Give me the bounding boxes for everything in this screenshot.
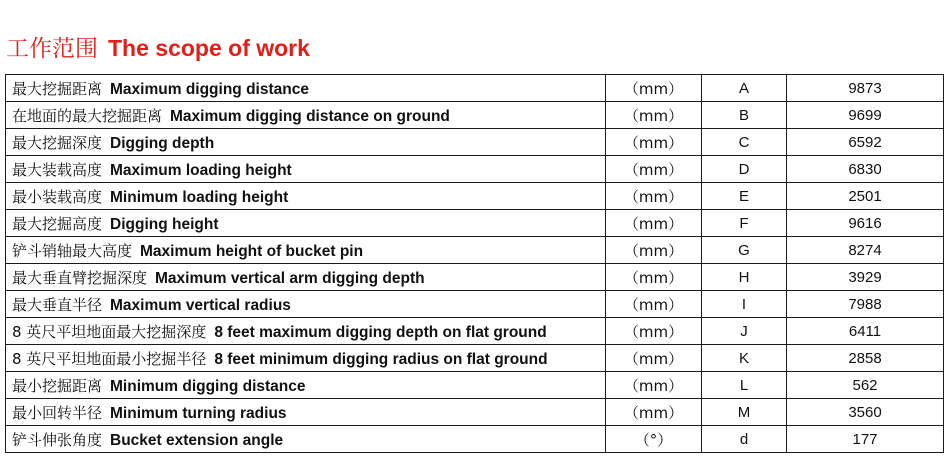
value-cell: 2858 — [787, 345, 944, 372]
parameter-name-cell — [6, 399, 606, 426]
parameter-name-cell — [6, 183, 606, 210]
parameter-name-chinese: 最大挖掘深度 — [12, 133, 103, 152]
page-title — [6, 30, 310, 64]
code-cell: H — [702, 264, 787, 291]
title-chinese: 工作范围 — [6, 36, 98, 62]
code-cell: M — [702, 399, 787, 426]
code-cell: L — [702, 372, 787, 399]
parameter-name-chinese: 最大垂直半径 — [12, 295, 103, 314]
parameter-name-english: Maximum vertical radius — [110, 296, 291, 314]
unit-cell: （mm） — [606, 399, 702, 426]
value-cell: 3929 — [787, 264, 944, 291]
parameter-name-cell — [6, 210, 606, 237]
unit-cell: （°） — [606, 426, 702, 453]
scope-of-work-table — [5, 74, 944, 453]
code-cell: E — [702, 183, 787, 210]
title-english: The scope of work — [108, 35, 310, 61]
value-cell: 3560 — [787, 399, 944, 426]
parameter-name-chinese: 铲斗销轴最大高度 — [12, 241, 133, 260]
value-cell: 9873 — [787, 75, 944, 102]
parameter-name-chinese: 最小装载高度 — [12, 187, 103, 206]
parameter-name-chinese: 最大垂直臂挖掘深度 — [12, 268, 148, 287]
unit-cell: （mm） — [606, 102, 702, 129]
table-row — [6, 264, 944, 291]
parameter-name-cell — [6, 156, 606, 183]
table-row — [6, 129, 944, 156]
table-row — [6, 345, 944, 372]
table-row — [6, 318, 944, 345]
code-cell: F — [702, 210, 787, 237]
code-cell: G — [702, 237, 787, 264]
table-row — [6, 291, 944, 318]
parameter-name-chinese: 最小回转半径 — [12, 403, 103, 422]
code-cell: K — [702, 345, 787, 372]
parameter-name-cell — [6, 102, 606, 129]
parameter-name-english: Digging depth — [110, 134, 215, 152]
parameter-name-chinese: 在地面的最大挖掘距离 — [12, 106, 163, 125]
value-cell: 9616 — [787, 210, 944, 237]
unit-cell: （mm） — [606, 129, 702, 156]
table-body — [6, 75, 944, 453]
code-cell: C — [702, 129, 787, 156]
table-row — [6, 102, 944, 129]
code-cell: d — [702, 426, 787, 453]
table-row — [6, 399, 944, 426]
parameter-name-english: Maximum digging distance — [110, 80, 309, 98]
parameter-name-cell — [6, 291, 606, 318]
unit-cell: （mm） — [606, 318, 702, 345]
unit-cell: （mm） — [606, 345, 702, 372]
parameter-name-english: Bucket extension angle — [110, 431, 284, 449]
parameter-name-chinese: 最大挖掘距离 — [12, 79, 103, 98]
value-cell: 2501 — [787, 183, 944, 210]
parameter-name-english: Maximum height of bucket pin — [140, 242, 364, 260]
code-cell: B — [702, 102, 787, 129]
parameter-name-cell — [6, 318, 606, 345]
value-cell: 562 — [787, 372, 944, 399]
unit-cell: （mm） — [606, 75, 702, 102]
table-row — [6, 426, 944, 453]
unit-cell: （mm） — [606, 210, 702, 237]
value-cell: 6592 — [787, 129, 944, 156]
value-cell: 9699 — [787, 102, 944, 129]
table-row — [6, 237, 944, 264]
parameter-name-english: Digging height — [110, 215, 219, 233]
parameter-name-chinese: 8 英尺平坦地面最大挖掘深度 — [12, 322, 207, 341]
parameter-name-english: Minimum turning radius — [110, 404, 287, 422]
parameter-name-cell — [6, 237, 606, 264]
value-cell: 6830 — [787, 156, 944, 183]
value-cell: 6411 — [787, 318, 944, 345]
table-row — [6, 210, 944, 237]
code-cell: D — [702, 156, 787, 183]
parameter-name-english: 8 feet maximum digging depth on flat ground — [214, 323, 547, 341]
unit-cell: （mm） — [606, 372, 702, 399]
parameter-name-chinese: 最大挖掘高度 — [12, 214, 103, 233]
parameter-name-cell — [6, 264, 606, 291]
parameter-name-cell — [6, 75, 606, 102]
parameter-name-chinese: 最小挖掘距离 — [12, 376, 103, 395]
parameter-name-cell — [6, 345, 606, 372]
parameter-name-cell — [6, 129, 606, 156]
table-row — [6, 156, 944, 183]
code-cell: J — [702, 318, 787, 345]
unit-cell: （mm） — [606, 264, 702, 291]
unit-cell: （mm） — [606, 237, 702, 264]
parameter-name-english: Maximum digging distance on ground — [170, 107, 450, 125]
value-cell: 8274 — [787, 237, 944, 264]
parameter-name-english: 8 feet minimum digging radius on flat ground — [214, 350, 548, 368]
table-row — [6, 75, 944, 102]
unit-cell: （mm） — [606, 156, 702, 183]
parameter-name-chinese: 铲斗伸张角度 — [12, 430, 103, 449]
parameter-name-english: Maximum vertical arm digging depth — [155, 269, 425, 287]
unit-cell: （mm） — [606, 183, 702, 210]
code-cell: A — [702, 75, 787, 102]
parameter-name-chinese: 最大装载高度 — [12, 160, 103, 179]
parameter-name-chinese: 8 英尺平坦地面最小挖掘半径 — [12, 349, 207, 368]
value-cell: 7988 — [787, 291, 944, 318]
unit-cell: （mm） — [606, 291, 702, 318]
parameter-name-english: Minimum loading height — [110, 188, 289, 206]
parameter-name-english: Minimum digging distance — [110, 377, 306, 395]
parameter-name-english: Maximum loading height — [110, 161, 292, 179]
table-row — [6, 183, 944, 210]
parameter-name-cell — [6, 426, 606, 453]
code-cell: I — [702, 291, 787, 318]
parameter-name-cell — [6, 372, 606, 399]
table-row — [6, 372, 944, 399]
value-cell: 177 — [787, 426, 944, 453]
